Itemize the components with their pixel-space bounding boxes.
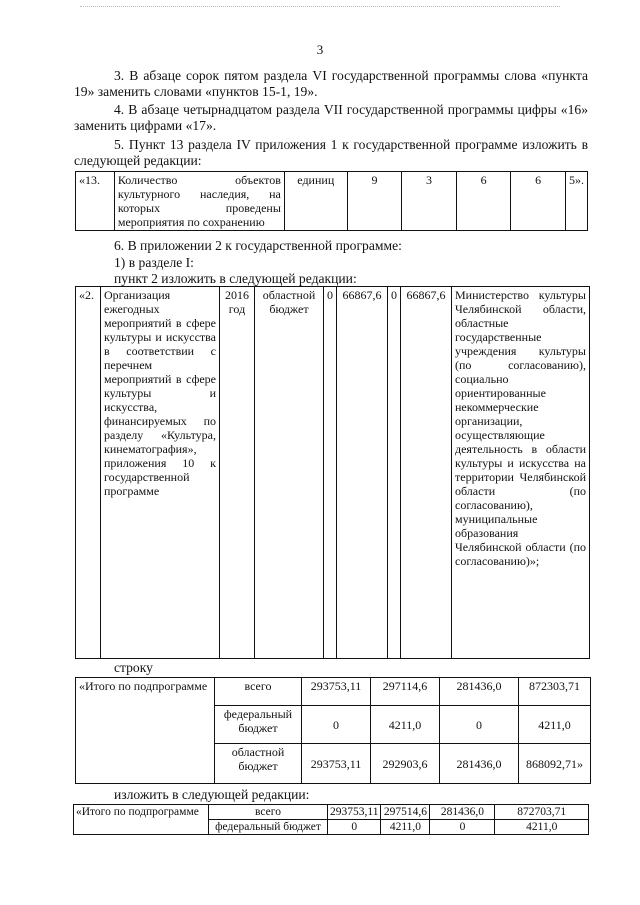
t3-r1-v3: 281436,0 xyxy=(440,678,519,706)
table-indicator-13 xyxy=(75,171,588,231)
t4-r1-v1: 293753,11 xyxy=(328,805,381,820)
t3-r3-v3: 281436,0 xyxy=(440,744,519,784)
t3-r3-v4: 868092,71» xyxy=(519,744,591,784)
t2-name: Организация ежегодных мероприятий в сфере культуры и искусства в соответствии с перечнем мероприятий в сфере культуры и искусства, финансируемых по разделу «Культура, кинематография», приложения 10 к государственной программе xyxy=(101,287,220,659)
t2-c3: 0 xyxy=(388,287,401,659)
table-total-old xyxy=(75,677,591,784)
label-stroku: строку xyxy=(114,660,153,675)
paragraph-5: 5. Пункт 13 раздела IV приложения 1 к государственной программе изложить в следующей редакции: xyxy=(74,137,588,168)
t1-v5: 5». xyxy=(566,172,588,231)
t3-r2-v3: 0 xyxy=(440,706,519,744)
t4-r2-v4: 4211,0 xyxy=(495,820,589,835)
t2-year: 2016 год xyxy=(220,287,255,659)
t4-r1-v2: 297514,6 xyxy=(381,805,430,820)
t1-v1: 9 xyxy=(347,172,402,231)
t2-c2: 66867,6 xyxy=(337,287,388,659)
t3-r3-v1: 293753,11 xyxy=(302,744,371,784)
t3-r1-v4: 872303,71 xyxy=(519,678,591,706)
t2-c1: 0 xyxy=(324,287,337,659)
paragraph-4: 4. В абзаце четырнадцатом раздела VII государственной программы цифры «16» заменить цифрами «17». xyxy=(74,102,588,133)
t1-v2: 3 xyxy=(402,172,457,231)
t2-c4: 66867,6 xyxy=(401,287,452,659)
t1-unit: единиц xyxy=(284,172,347,231)
t3-r2-v4: 4211,0 xyxy=(519,706,591,744)
t3-r3-type: областной бюджет xyxy=(215,744,302,784)
t3-r2-v1: 0 xyxy=(302,706,371,744)
t3-r1-v2: 297114,6 xyxy=(371,678,440,706)
t3-r1-type: всего xyxy=(215,678,302,706)
t1-v4: 6 xyxy=(511,172,566,231)
t4-r1-v3: 281436,0 xyxy=(430,805,495,820)
paragraph-6: 6. В приложении 2 к государственной программе: xyxy=(114,238,402,253)
paragraph-3: 3. В абзаце сорок пятом раздела VI государственной программы слова «пункта 19» заменить словами «пунктов 15-1, 19». xyxy=(74,68,588,99)
t2-source: областной бюджет xyxy=(255,287,324,659)
t2-executors: Министерство культуры Челябинской области, областные государственные учреждения культуры (по согласованию), социально ориентированные некоммерческие организации, осуществляющие деятельность в области культуры и искусства на территории Челябинской области (по согласованию), муниципальные образования Челябинской области (по согласованию)»; xyxy=(452,287,590,659)
scan-artifact-line xyxy=(80,6,560,8)
t3-r2-v2: 4211,0 xyxy=(371,706,440,744)
t3-label: «Итого по подпрограмме xyxy=(76,678,215,784)
t1-v3: 6 xyxy=(456,172,511,231)
label-izlozhit: изложить в следующей редакции: xyxy=(114,787,310,802)
table-item-2 xyxy=(75,286,590,659)
t4-r1-type: всего xyxy=(209,805,328,820)
t1-num: «13. xyxy=(76,172,115,231)
t4-r2-v2: 4211,0 xyxy=(381,820,430,835)
t4-r2-v1: 0 xyxy=(328,820,381,835)
paragraph-6-2: пункт 2 изложить в следующей редакции: xyxy=(114,271,357,286)
t4-r2-type: федеральный бюджет xyxy=(209,820,328,835)
t2-num: «2. xyxy=(76,287,101,659)
t3-r1-v1: 293753,11 xyxy=(302,678,371,706)
table-total-new xyxy=(73,804,589,835)
t4-r1-v4: 872703,71 xyxy=(495,805,589,820)
t4-r2-v3: 0 xyxy=(430,820,495,835)
t1-name: Количество объектов культурного наследия, на которых проведены мероприятия по сохранению xyxy=(114,172,284,231)
paragraph-6-1: 1) в разделе I: xyxy=(114,255,194,270)
t4-label: «Итого по подпрограмме xyxy=(74,805,209,835)
t3-r2-type: федеральный бюджет xyxy=(215,706,302,744)
t3-r3-v2: 292903,6 xyxy=(371,744,440,784)
page-number: 3 xyxy=(316,42,324,57)
